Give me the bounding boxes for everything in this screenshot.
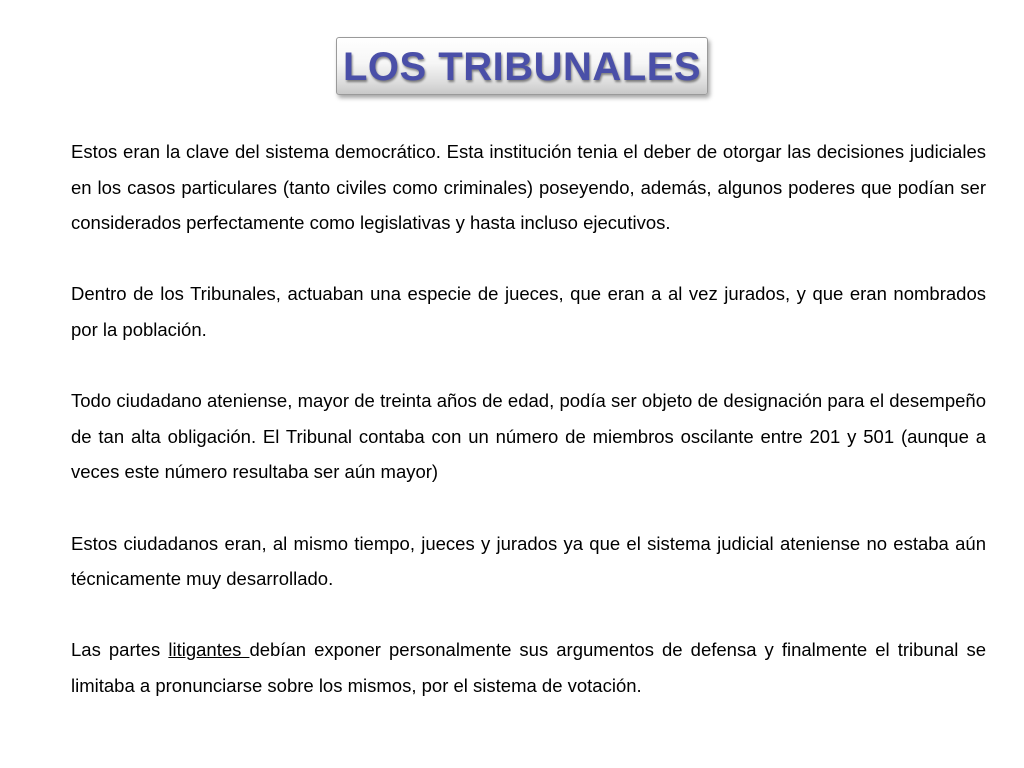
- paragraph-5-rest: debían exponer personalmente sus argumentos de defensa y finalmente el tribunal se limitaba a pronunciarse sobre los mismos, por el sistema de votación.: [71, 639, 986, 696]
- paragraph-5-start: Las partes: [71, 639, 169, 661]
- paragraph-1: Estos eran la clave del sistema democrático. Esta institución tenia el deber de otorgar las decisiones judiciales en los casos particulares (tanto civiles como criminales) poseyendo, además, algunos poderes que podían ser considerados perfectamente como legislativas y hasta incluso ejecutivos.: [71, 141, 986, 234]
- paragraph-5: [71, 632, 986, 703]
- page-title: LOS TRIBUNALES: [342, 45, 702, 89]
- body-text: [71, 134, 986, 704]
- title-banner: [336, 37, 708, 95]
- paragraph-4: Estos ciudadanos eran, al mismo tiempo, jueces y jurados ya que el sistema judicial ateniense no estaba aún técnicamente muy desarrollado.: [71, 532, 986, 590]
- litigantes-link: litigantes: [168, 639, 250, 661]
- paragraph-2: Dentro de los Tribunales, actuaban una especie de jueces, que eran a al vez jurados, y que eran nombrados por la población.: [71, 283, 986, 340]
- paragraph-3: Todo ciudadano ateniense, mayor de treinta años de edad, podía ser objeto de designación para el desempeño de tan alta obligación. El Tribunal contaba con un número de miembros oscilante entre 201 y 501 (aunque a veces este número resultaba ser aún mayor): [71, 390, 986, 483]
